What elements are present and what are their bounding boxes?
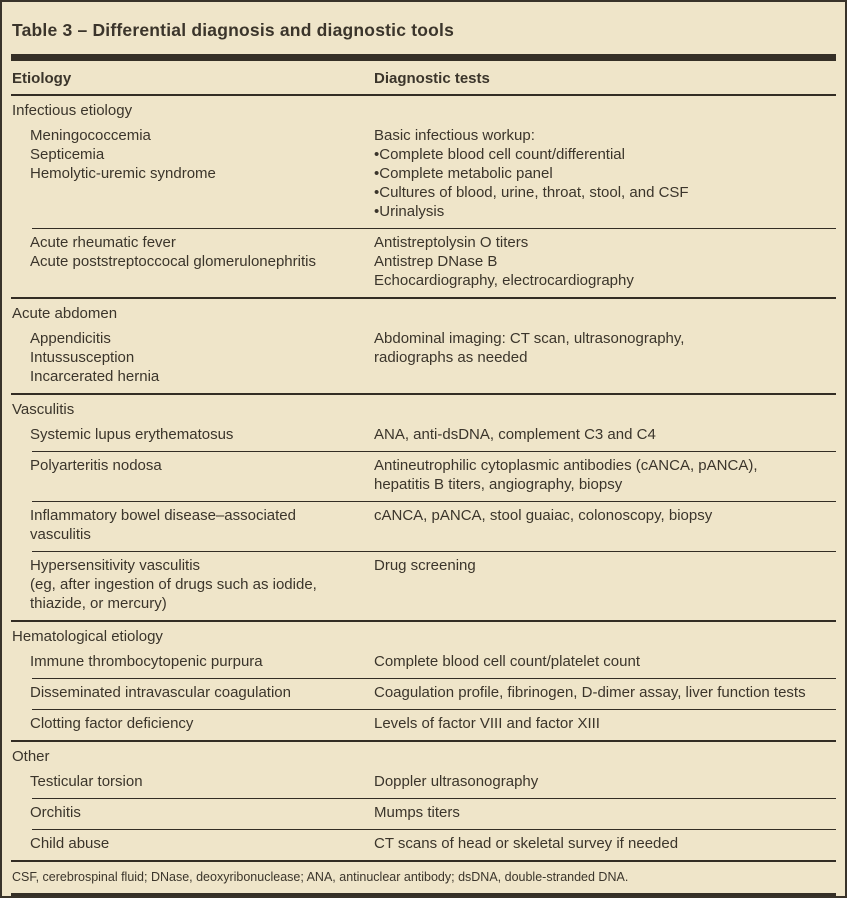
test-line: Mumps titers (374, 804, 460, 821)
table-row (11, 229, 836, 297)
diagnostic-tests-cell (374, 714, 836, 733)
bottom-bar (11, 893, 836, 898)
diagnostic-tests-cell (374, 652, 836, 671)
test-line: Coagulation profile, fibrinogen, D-dimer assay, liver function tests (374, 684, 806, 701)
table-body (11, 96, 836, 860)
section-header: Other (12, 748, 50, 765)
section-header: Hematological etiology (12, 628, 163, 645)
etiology-cell (11, 803, 374, 822)
etiology-line: Hemolytic-uremic syndrome (30, 165, 216, 182)
etiology-line: Polyarteritis nodosa (30, 457, 162, 474)
section-header: Infectious etiology (12, 102, 133, 119)
table-row (11, 325, 836, 393)
table-inner (2, 2, 845, 898)
table-row (11, 710, 836, 740)
diagnostic-tests-cell (374, 126, 836, 221)
section-header: Acute abdomen (12, 305, 118, 322)
table-section (11, 622, 836, 740)
etiology-cell (11, 126, 374, 221)
table-section (11, 96, 836, 297)
table-row (11, 452, 836, 501)
etiology-cell (11, 456, 374, 494)
etiology-line: Testicular torsion (30, 773, 143, 790)
diagnostic-tests-cell (374, 456, 836, 494)
etiology-line: vasculitis (30, 526, 91, 543)
test-line: cANCA, pANCA, stool guaiac, colonoscopy, biopsy (374, 507, 713, 524)
column-header-etiology: Etiology (12, 70, 72, 87)
test-line: Abdominal imaging: CT scan, ultrasonography, (374, 330, 685, 347)
table-row (11, 122, 836, 228)
etiology-line: Orchitis (30, 804, 81, 821)
diagnostic-tests-cell (374, 506, 836, 544)
diagnostic-tests-cell (374, 329, 836, 386)
etiology-cell (11, 556, 374, 613)
test-line: Drug screening (374, 557, 476, 574)
etiology-line: Systemic lupus erythematosus (30, 426, 234, 443)
etiology-cell (11, 714, 374, 733)
diagnostic-tests-cell (374, 834, 836, 853)
diagnostic-tests-cell (374, 425, 836, 444)
etiology-line: (eg, after ingestion of drugs such as iodide, (30, 576, 317, 593)
table-row (11, 830, 836, 860)
diagnostic-tests-cell (374, 556, 836, 613)
etiology-cell (11, 834, 374, 853)
table-row (11, 552, 836, 620)
etiology-line: Clotting factor deficiency (30, 715, 194, 732)
table-section (11, 742, 836, 860)
test-line: Complete blood cell count/platelet count (374, 653, 641, 670)
diagnostic-tests-cell (374, 683, 836, 702)
etiology-cell (11, 652, 374, 671)
etiology-cell (11, 329, 374, 386)
table-row (11, 679, 836, 709)
title-divider-bar (11, 54, 836, 61)
etiology-line: Acute rheumatic fever (30, 234, 176, 251)
test-line: Antistrep DNase B (374, 253, 498, 270)
etiology-line: Appendicitis (30, 330, 111, 347)
table-section (11, 299, 836, 393)
test-line: Antineutrophilic cytoplasmic antibodies (cANCA, pANCA), (374, 457, 758, 474)
table-row (11, 648, 836, 678)
test-line: Antistreptolysin O titers (374, 234, 529, 251)
test-line: Doppler ultrasonography (374, 773, 539, 790)
abbreviations-footnote: CSF, cerebrospinal fluid; DNase, deoxyribonuclease; ANA, antinuclear antibody; dsDNA, double-stranded DNA. (12, 870, 629, 884)
test-line: Levels of factor VIII and factor XIII (374, 715, 600, 732)
test-line: hepatitis B titers, angiography, biopsy (374, 476, 623, 493)
etiology-line: Acute poststreptoccocal glomerulonephritis (30, 253, 316, 270)
etiology-line: Child abuse (30, 835, 110, 852)
test-line: •Cultures of blood, urine, throat, stool, and CSF (374, 184, 689, 201)
test-line: •Complete blood cell count/differential (374, 146, 625, 163)
diagnostic-tests-cell (374, 803, 836, 822)
etiology-line: Inflammatory bowel disease–associated (30, 507, 296, 524)
table-section (11, 395, 836, 620)
etiology-cell (11, 683, 374, 702)
test-line: •Complete metabolic panel (374, 165, 553, 182)
etiology-line: Septicemia (30, 146, 105, 163)
etiology-line: Intussusception (30, 349, 135, 366)
etiology-cell (11, 233, 374, 290)
etiology-line: Disseminated intravascular coagulation (30, 684, 291, 701)
table-row (11, 799, 836, 829)
etiology-line: Hypersensitivity vasculitis (30, 557, 201, 574)
column-header-diagnostic-tests: Diagnostic tests (374, 70, 490, 87)
test-line: Echocardiography, electrocardiography (374, 272, 634, 289)
etiology-cell (11, 772, 374, 791)
etiology-line: Meningococcemia (30, 127, 151, 144)
table-row (11, 421, 836, 451)
etiology-line: thiazide, or mercury) (30, 595, 167, 612)
etiology-cell (11, 506, 374, 544)
table-row (11, 502, 836, 551)
table-header-row (11, 61, 836, 94)
test-line: •Urinalysis (374, 203, 445, 220)
test-line: radiographs as needed (374, 349, 528, 366)
etiology-line: Immune thrombocytopenic purpura (30, 653, 263, 670)
test-line: ANA, anti-dsDNA, complement C3 and C4 (374, 426, 656, 443)
test-line: Basic infectious workup: (374, 127, 535, 144)
diagnostic-tests-cell (374, 233, 836, 290)
table-row (11, 768, 836, 798)
etiology-cell (11, 425, 374, 444)
section-header: Vasculitis (12, 401, 75, 418)
etiology-line: Incarcerated hernia (30, 368, 160, 385)
diagnostic-tests-cell (374, 772, 836, 791)
table-title: Table 3 – Differential diagnosis and diagnostic tools (12, 20, 455, 40)
table-footer (11, 860, 836, 898)
test-line: CT scans of head or skeletal survey if needed (374, 835, 679, 852)
